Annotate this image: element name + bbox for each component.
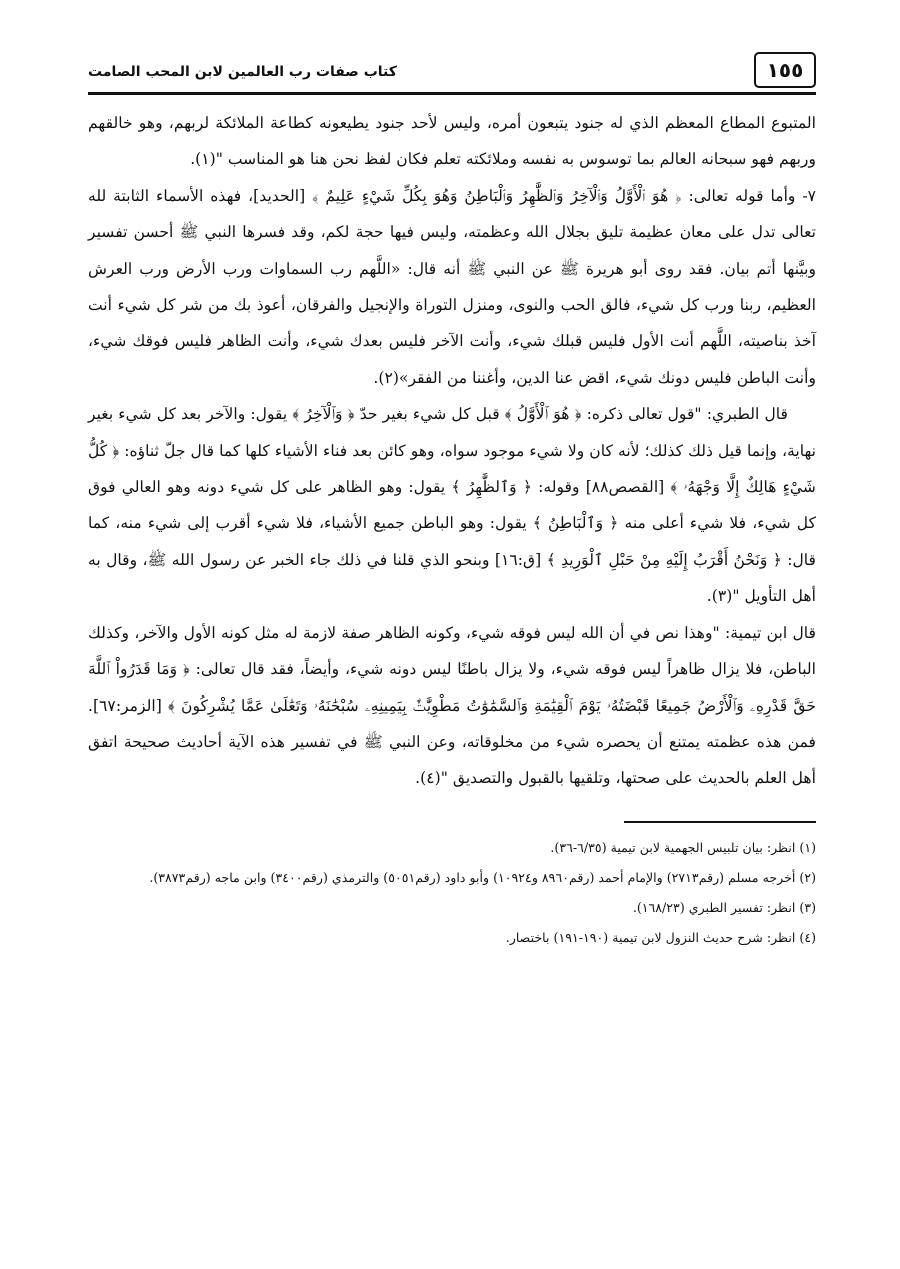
paragraph-continuation: المتبوع المطاع المعظم الذي له جنود يتبعون أمره، وليس لأحد جنود يطيعونه كطاعة الملائكة لربهم، وهو خالقهم وربهم فهو سبحانه العالم بما توسوس به نفسه وملائكته تعلم فكان لفظ نحن هنا هو المناسب "(١). <box>88 114 816 169</box>
footnote-2: (٢) أخرجه مسلم (رقم٢٧١٣) والإمام أحمد (رقم٨٩٦٠ و١٠٩٢٤) وأبو داود (رقم٥٠٥١) والترمذي (رقم٣٤٠٠) وابن ماجه (رقم٣٨٧٣). <box>149 869 816 885</box>
running-title: كتاب صفات رب العالمين لابن المحب الصامت <box>88 64 397 80</box>
paragraph-item-7: ٧- وأما قوله تعالى: ﴿ هُوَ ٱلْأَوَّلُ وَٱلْآخِرُ وَٱلظَّٰهِرُ وَٱلْبَاطِنُ وَهُوَ بِكُلِّ شَيْءٍ عَلِيمٌ ﴾ [الحديد]، فهذه الأسماء الثابتة لله تعالى تدل على معان عظيمة تليق بجلال الله وعظمته، وليس فيها حجة لكم، وقد فسرها النبي ﷺ أحسن تفسير وبيَّنها أتم بيان. فقد روى أبو هريرة ﷺ عن النبي ﷺ أنه قال: «اللَّهم رب السماوات ورب الأرض ورب العرش العظيم، ربنا ورب كل شيء، فالق الحب والنوى، ومنزل التوراة والإنجيل والفرقان، أعوذ بك من شر كل شيء أنت آخذ بناصيته، اللَّهم أنت الأول فليس قبلك شيء، وأنت الآخر فليس بعدك شيء، وأنت الظاهر فليس فوقك شيء، وأنت الباطن فليس دونك شيء، اقض عنا الدين، وأغننا من الفقر»(٢). <box>88 186 816 387</box>
footnote-1: (١) انظر: بيان تلبيس الجهمية لابن تيمية (٦/٣٥-٣٦). <box>550 839 816 855</box>
paragraph-tabari-quote: قال الطبري: "قول تعالى ذكره: ﴿ هُوَ ٱلْأَوَّلُ ﴾ قبل كل شيء بغير حدّ ﴿ وَٱلْآخِرُ ﴾ يقول: والآخر بعد كل شيء بغير نهاية، وإنما قيل ذلك كذلك؛ لأنه كان ولا شيء موجود سواه، وهو كائن بعد فناء الأشياء كلها كما قال جلّ ثناؤه: ﴿ كُلُّ شَيْءٍ هَالِكٌ إِلَّا وَجْهَهُۥ ﴾ [القصص٨٨] وقوله: ﴿ وَٱلظَّٰهِرُ ﴾ يقول: وهو الظاهر على كل شيء دونه وهو العالي فوق كل شيء، فلا شيء أعلى منه ﴿ وَٱلْبَاطِنُ ﴾ يقول: وهو الباطن جميع الأشياء، فلا شيء أقرب إلى شيء منه، كما قال: ﴿ وَنَحْنُ أَقْرَبُ إِلَيْهِ مِنْ حَبْلِ ٱلْوَرِيدِ ﴾ [ق:١٦] وبنحو الذي قلنا في ذلك جاء الخبر عن رسول الله ﷺ، وقال به أهل التأويل "(٣). <box>88 405 817 606</box>
book-page <box>88 48 816 1238</box>
page-header <box>88 48 816 95</box>
footnotes <box>88 833 816 953</box>
page-number: ١٥٥ <box>754 52 816 88</box>
footnote-separator <box>624 821 816 823</box>
paragraph-ibn-taymiyya-quote: قال ابن تيمية: "وهذا نص في أن الله ليس فوقه شيء، وكونه الظاهر صفة لازمة له مثل كونه الأول والآخر، وكذلك الباطن، فلا يزال ظاهراً ليس فوقه شيء، ولا يزال باطنًا ليس دونه شيء، وأيضاً، فقد قال تعالى: ﴿ وَمَا قَدَرُواْ ٱللَّهَ حَقَّ قَدْرِهِۦ وَٱلْأَرْضُ جَمِيعًا قَبْضَتُهُۥ يَوْمَ ٱلْقِيَٰمَةِ وَٱلسَّمَٰوَٰتُ مَطْوِيَّٰتٌۢ بِيَمِينِهِۦ سُبْحَٰنَهُۥ وَتَعَٰلَىٰ عَمَّا يُشْرِكُونَ ﴾ [الزمر:٦٧]. فمن هذه عظمته يمتنع أن يحصره شيء من مخلوقاته، وعن النبي ﷺ في تفسير هذه الآية أحاديث صحيحة اتفق أهل العلم بالحديث على صحتها، وتلقيها بالقبول والتصديق "(٤). <box>88 623 816 788</box>
body-text <box>88 105 816 797</box>
footnote-3: (٣) انظر: تفسير الطبري (١٦٨/٢٣). <box>632 899 816 915</box>
footnote-4: (٤) انظر: شرح حديث النزول لابن تيمية (١٩٠-١٩١) باختصار. <box>505 929 816 945</box>
